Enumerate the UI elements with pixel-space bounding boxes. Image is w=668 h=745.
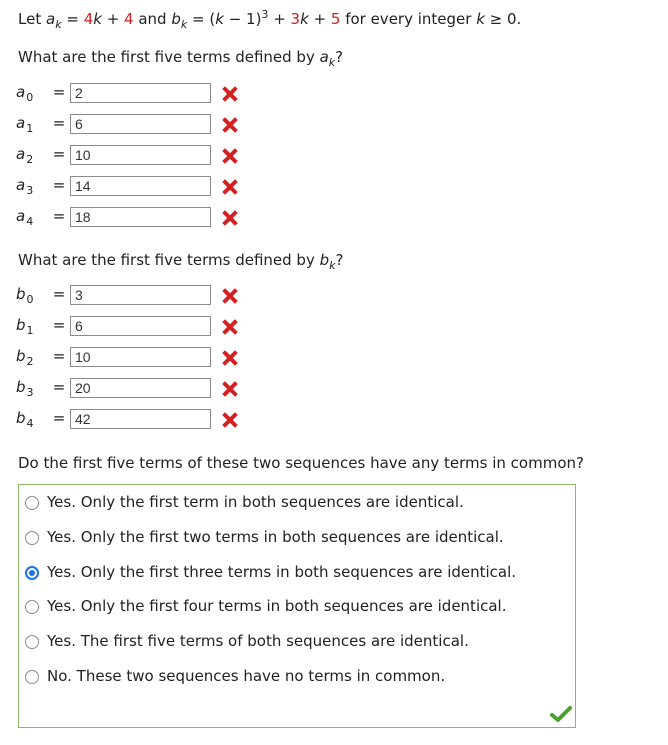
radio-button[interactable] [25,670,39,684]
x-icon [222,86,238,102]
question-a-terms: What are the first five terms defined by $a_k$? [18,48,344,69]
x-icon [222,319,238,335]
b4-input[interactable]: 42 [70,409,211,429]
radio-button[interactable] [25,635,39,649]
radio-button[interactable] [25,496,39,510]
checkmark-icon [550,706,572,722]
a4-input[interactable]: 18 [70,207,211,227]
x-icon [222,412,238,428]
x-icon [222,381,238,397]
a1-input[interactable]: 6 [70,114,211,134]
radio-button[interactable] [25,531,39,545]
problem-statement: Let $a_k = 4k + 4$ and $b_k = (k - 1)^3 + 3k + 5$ for every integer k ≥ 0. [18,8,522,31]
x-icon [222,210,238,226]
b0-input[interactable]: 3 [70,285,211,305]
x-icon [222,350,238,366]
question-b-terms: What are the first five terms defined by $b_k$? [18,251,344,272]
a0-input[interactable]: 2 [70,83,211,103]
radio-button[interactable] [25,600,39,614]
answer-choices: Yes. Only the first term in both sequences are identical. Yes. Only the first two terms in both sequences are identical. Yes. Only the first three terms in both sequences are identical. Yes. Only the first four terms in both sequences are identical. Yes. The first five terms of both sequences are identical. No. These two sequences have no terms in common. [18,484,576,728]
radio-button-selected[interactable] [25,566,39,580]
x-icon [222,117,238,133]
x-icon [222,148,238,164]
b2-input[interactable]: 10 [70,347,211,367]
b1-input[interactable]: 6 [70,316,211,336]
x-icon [222,179,238,195]
b3-input[interactable]: 20 [70,378,211,398]
a2-input[interactable]: 10 [70,145,211,165]
question-common-terms: Do the first five terms of these two sequences have any terms in common? [18,454,584,472]
a3-input[interactable]: 14 [70,176,211,196]
x-icon [222,288,238,304]
